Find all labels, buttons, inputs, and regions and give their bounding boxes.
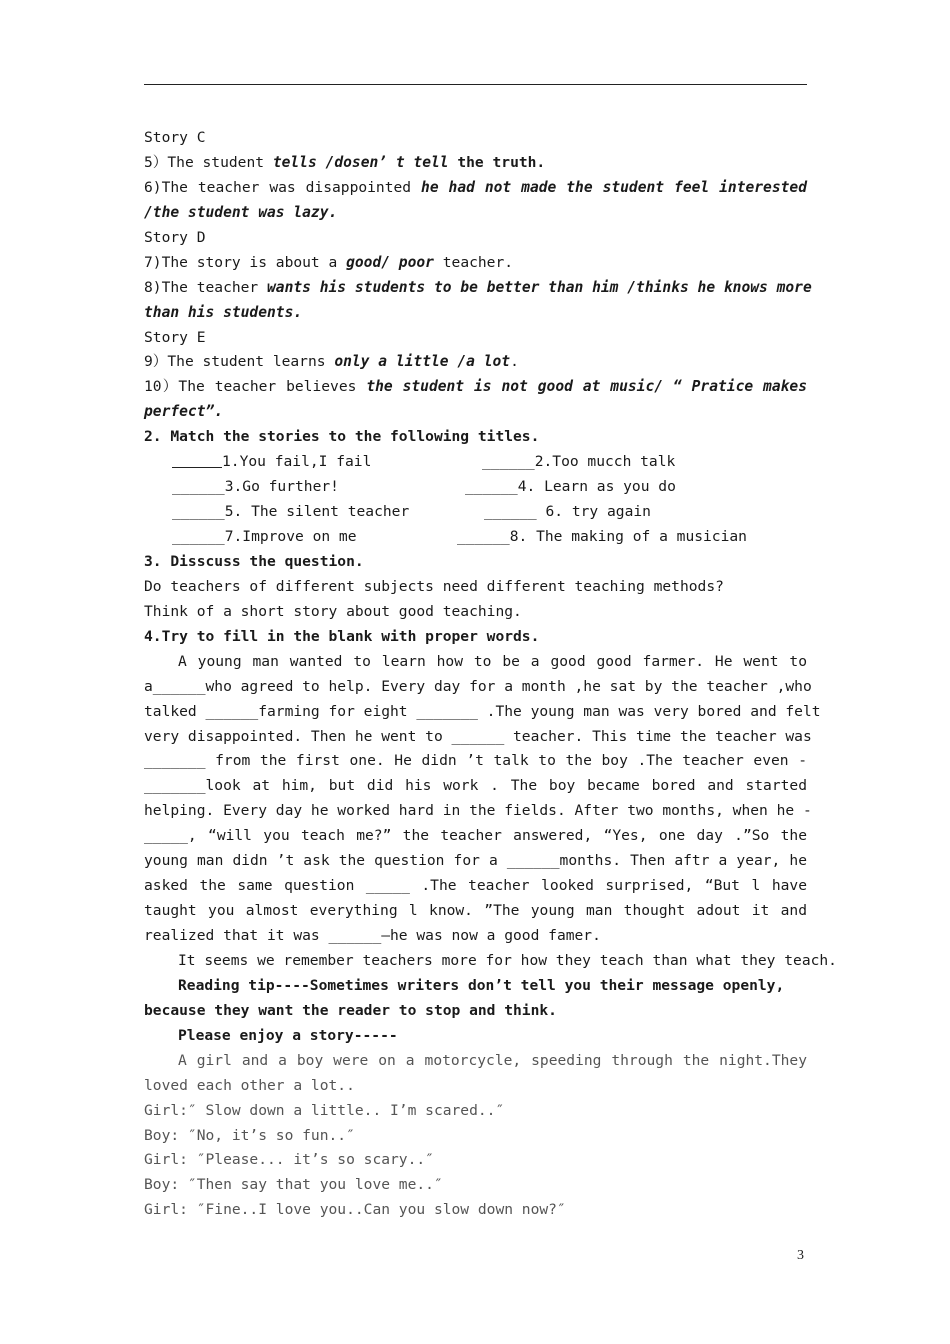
dialogue-line: Girl: ″Please... it’s so scary..″: [144, 1151, 434, 1169]
item-10-text: 10）The teacher believes: [144, 378, 367, 396]
remember-note: It seems we remember teachers more for how they teach than what they teach.: [178, 951, 837, 969]
item-10: [144, 375, 807, 400]
item-9: [144, 350, 807, 375]
match-row: [144, 450, 807, 475]
dialogue-line: Girl: ″Fine..I love you..Can you slow down now?″: [144, 1201, 566, 1219]
section-4-heading: 4.Try to fill in the blank with proper words.: [144, 627, 540, 645]
dialogue-line: Boy: ″No, it’s so fun..″: [144, 1126, 355, 1144]
item-9-text: 9）The student learns: [144, 353, 335, 371]
dialogue-line: Boy: ″Then say that you love me..″: [144, 1176, 443, 1194]
item-5: [144, 151, 807, 176]
page-number: 3: [797, 1248, 804, 1263]
answer-blank[interactable]: [172, 453, 222, 468]
item-9-answer: only a little /a lot: [334, 353, 511, 371]
item-5-text: 5）The student: [144, 153, 273, 171]
match-title-7: ______7.Improve on me: [172, 528, 357, 545]
item-7-answer: good/ poor: [346, 253, 434, 271]
item-8: [144, 276, 812, 301]
cloze-last-line: realized that it was ______—he was now a good famer.: [144, 927, 601, 944]
match-title-4: ______4. Learn as you do: [465, 478, 676, 496]
item-5-answer: tells /dosen’ t tell: [272, 153, 449, 171]
item-6: [144, 176, 807, 201]
match-title-1-text: 1.You fail,I fail: [222, 453, 372, 471]
cloze-line: a______who agreed to help. Every day for a month ,he sat by the teacher ,who: [144, 677, 812, 695]
cloze-line: _______ from the first one. He didn ’t talk to the boy .The teacher even -: [144, 752, 807, 770]
match-title-3: ______3.Go further!: [172, 478, 339, 496]
match-row: [144, 500, 807, 525]
match-row: [144, 475, 807, 500]
cloze-line: young man didn ’t ask the question for a ______months. Then aftr a year, he: [144, 852, 807, 870]
discussion-question-2: Think of a short story about good teaching.: [144, 602, 522, 620]
item-10-answer-cont: perfect”.: [144, 403, 224, 421]
story-e-heading: Story E: [144, 328, 206, 346]
enjoy-story-heading: Please enjoy a story-----: [178, 1026, 398, 1044]
match-title-6: ______ 6. try again: [484, 503, 651, 521]
item-10-answer: the student is not good at music/ “ Pratice makes: [366, 378, 807, 396]
item-8-text: 8)The teacher: [144, 278, 268, 296]
section-3-heading: 3. Disscuss the question.: [144, 552, 364, 570]
match-title-2: ______2.Too mucch talk: [482, 453, 676, 471]
match-title-1: [172, 450, 371, 475]
cloze-line: talked ______farming for eight _______ .The young man was very bored and felt: [144, 702, 821, 720]
item-7-end: teacher.: [433, 253, 514, 271]
cloze-line: asked the same question _____ .The teacher looked surprised, “But l have: [144, 877, 807, 895]
item-6-answer-cont: /the student was lazy.: [144, 203, 338, 221]
item-6-answer: he had not made the student feel interested: [421, 178, 807, 196]
dialogue-line: Girl:″ Slow down a little.. I’m scared..″: [144, 1101, 505, 1119]
match-title-5: ______5. The silent teacher: [172, 503, 410, 521]
reading-tip-cont: because they want the reader to stop and think.: [144, 1001, 557, 1019]
cloze-line: very disappointed. Then he went to ______ teacher. This time the teacher was: [144, 727, 812, 745]
item-8-answer-cont: than his students.: [144, 303, 303, 321]
story-d-heading: Story D: [144, 228, 206, 246]
match-row: [144, 525, 807, 550]
item-8-answer: wants his students to be better than him /thinks he knows more: [267, 278, 812, 296]
cloze-line: _______look at him, but did his work . The boy became bored and started: [144, 777, 807, 795]
story-paragraph: A girl and a boy were on a motorcycle, speeding through the night.They: [178, 1051, 807, 1069]
cloze-line: _____, “will you teach me?” the teacher answered, “Yes, one day .”So the: [144, 827, 807, 845]
item-6-text: 6)The teacher was disappointed: [144, 178, 422, 196]
cloze-line: A young man wanted to learn how to be a good good farmer. He went to: [178, 652, 807, 670]
header-rule: [144, 84, 807, 85]
cloze-line: helping. Every day he worked hard in the fields. After two months, when he -: [144, 802, 812, 820]
worksheet-page: [144, 126, 837, 1223]
match-title-8: ______8. The making of a musician: [457, 528, 747, 545]
discussion-question-1: Do teachers of different subjects need different teaching methods?: [144, 577, 724, 595]
item-9-end: .: [510, 353, 519, 371]
item-7-text: 7)The story is about a: [144, 253, 347, 271]
section-2-heading: 2. Match the stories to the following titles.: [144, 428, 540, 446]
item-5-end: the truth.: [448, 153, 546, 171]
item-7: [144, 251, 807, 276]
cloze-line: taught you almost everything l know. ”The young man thought adout it and: [144, 902, 807, 920]
story-c-heading: Story C: [144, 129, 206, 146]
reading-tip: Reading tip----Sometimes writers don’t tell you their message openly,: [178, 976, 785, 994]
story-paragraph-cont: loved each other a lot..: [144, 1076, 355, 1094]
